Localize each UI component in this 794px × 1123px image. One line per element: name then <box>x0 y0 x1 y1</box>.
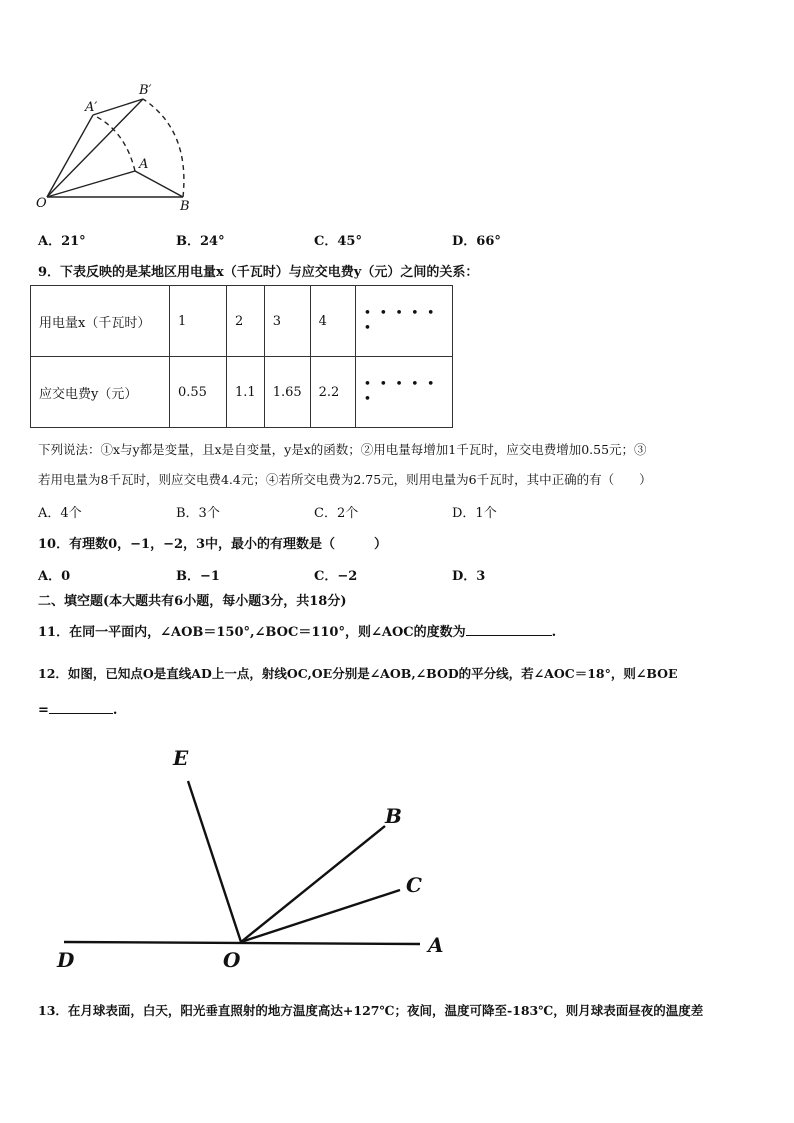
q10-option-a: A．0 <box>38 569 71 584</box>
table-cell: 3 <box>264 286 310 357</box>
table-cell: 4 <box>310 286 355 357</box>
q10-option-c: C．−2 <box>314 569 358 584</box>
q8-option-b: B．24° <box>176 234 225 249</box>
q8-option-a: A．21° <box>38 234 86 249</box>
label-D2: D <box>57 948 75 972</box>
row2-header: 应交电费y（元） <box>31 357 170 428</box>
table-cell: 0.55 <box>170 357 227 428</box>
q9-statement-line2: 若用电量为8千瓦时，则应交电费4.4元；④若所交电费为2.75元，则用电量为6千瓦时，其中正确的有（ ） <box>38 472 652 487</box>
q10-option-b: B．−1 <box>176 569 220 584</box>
q8-option-d: D．66° <box>452 234 501 249</box>
q12-stem: 12．如图，已知点O是直线AD上一点，射线OC,OE分别是∠AOB,∠BOD的平分线，若∠AOC＝18°，则∠BOE <box>38 666 678 681</box>
label-A2: A <box>428 933 444 957</box>
q11-stem: 11．在同一平面内，∠AOB＝150°,∠BOC＝110°，则∠AOC的度数为 <box>38 625 466 640</box>
q11-tail: . <box>551 625 557 640</box>
q10-stem: 10．有理数0，−1，−2，3中，最小的有理数是（ ） <box>38 537 388 552</box>
label-O2: O <box>223 948 241 972</box>
section-heading: 二、填空题(本大题共有6小题，每小题3分，共18分) <box>38 594 347 609</box>
label-C2: C <box>406 873 422 897</box>
label-E: E <box>173 746 189 770</box>
q13-stem: 13．在月球表面，白天，阳光垂直照射的地方温度高达+127℃；夜间，温度可降至-183℃，则月球表面昼夜的温度差 <box>38 1003 704 1018</box>
label-B2: B <box>385 804 402 828</box>
table-cell: 1 <box>170 286 227 357</box>
q8-option-c: C．45° <box>314 234 362 249</box>
table-cell: 2 <box>227 286 265 357</box>
q10-option-d: D．3 <box>452 569 486 584</box>
table-cell: 1.65 <box>264 357 310 428</box>
table-cell-ellipsis: • • • • • • <box>355 286 452 357</box>
label-B-prime: B′ <box>139 83 152 98</box>
table-cell-ellipsis: • • • • • • <box>355 357 452 428</box>
q12-equals: = <box>38 703 49 718</box>
label-O: O <box>36 196 47 211</box>
q9-statement-line1: 下列说法：①x与y都是变量，且x是自变量，y是x的函数；②用电量每增加1千瓦时，应交电费增加0.55元；③ <box>38 442 647 457</box>
label-B: B <box>180 199 190 214</box>
table-cell: 1.1 <box>227 357 265 428</box>
label-A-prime: A′ <box>85 100 98 115</box>
ray-OB <box>241 826 385 942</box>
ray-OC <box>241 890 400 942</box>
q12-tail: . <box>112 703 118 718</box>
table-cell: 2.2 <box>310 357 355 428</box>
q9-option-a: A．4个 <box>38 506 82 521</box>
label-A: A <box>139 157 149 172</box>
row1-header: 用电量x（千瓦时） <box>31 286 170 357</box>
q9-option-c: C．2个 <box>314 506 359 521</box>
ray-OE <box>188 781 241 942</box>
q9-option-b: B．3个 <box>176 506 220 521</box>
q9-stem: 9．下表反映的是某地区用电量x（千瓦时）与应交电费y（元）之间的关系： <box>38 265 479 280</box>
q9-option-d: D．1个 <box>452 506 497 521</box>
